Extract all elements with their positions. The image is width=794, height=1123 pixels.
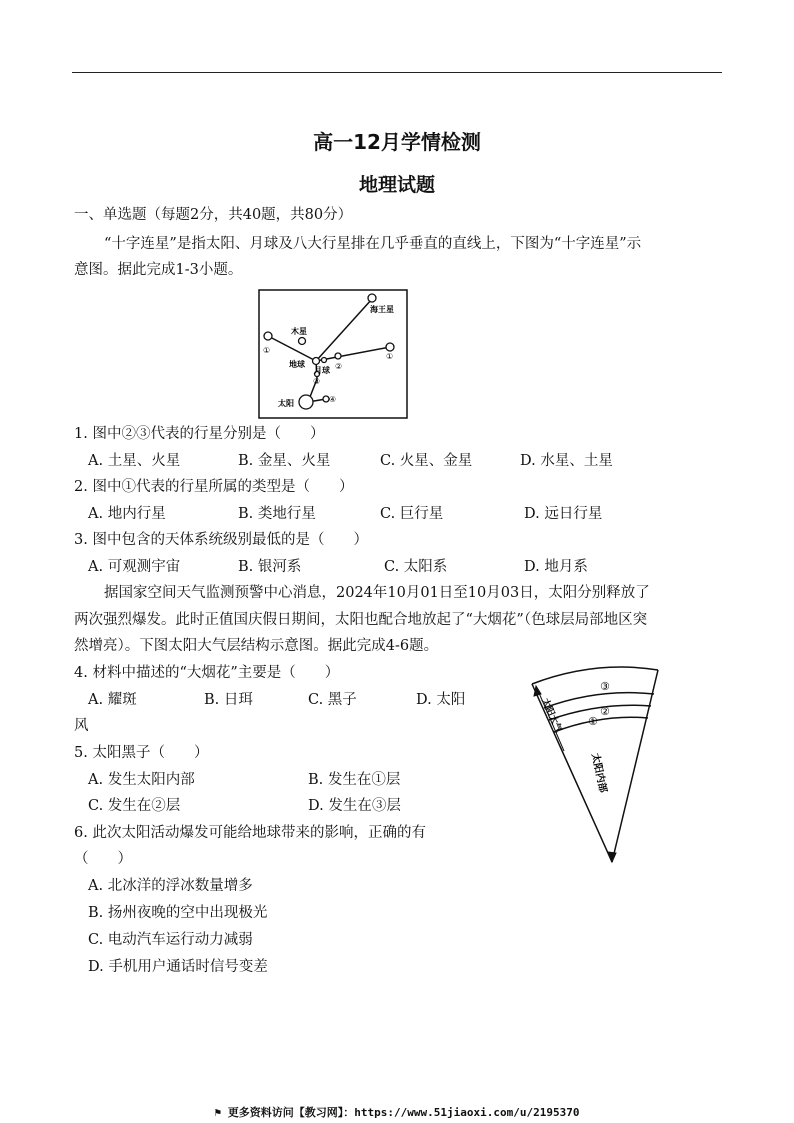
q6-option-c: C. 电动汽车运行动力减弱 xyxy=(88,932,253,948)
solar-interior-label: 太阳内部 xyxy=(589,752,609,794)
intro1-line2: 意图。据此完成1-3小题。 xyxy=(74,262,243,278)
q5-option-d: D. 发生在③层 xyxy=(308,798,401,814)
layer-3-label: ③ xyxy=(600,680,610,693)
jupiter-label: 木星 xyxy=(291,327,307,336)
layer-1-label: ① xyxy=(588,715,598,728)
intro2-line3: 然增亮）。下图太阳大气层结构示意图。据此完成4-6题。 xyxy=(74,638,439,654)
q5-option-b: B. 发生在①层 xyxy=(308,772,401,788)
q3-option-c: C. 太阳系 xyxy=(384,559,448,575)
flag-icon: ⚑ xyxy=(214,1106,228,1119)
marker-2: ② xyxy=(335,362,343,371)
cross-alignment-figure xyxy=(258,289,408,419)
intro2-line1: 据国家空间天气监测预警中心消息，2024年10月01日至10月03日，太阳分别释放了 xyxy=(104,585,650,601)
solar-atmosphere-label: 太阳大气 xyxy=(539,697,564,735)
q2-option-d: D. 远日行星 xyxy=(524,506,603,522)
header-rule xyxy=(72,72,722,73)
page-title: 高一12月学情检测 xyxy=(313,130,481,154)
q2-option-a: A. 地内行星 xyxy=(88,506,166,522)
q5-stem: 5. 太阳黑子（ ） xyxy=(74,745,209,761)
sun-label: 太阳 xyxy=(278,399,294,408)
q2-option-b: B. 类地行星 xyxy=(238,506,316,522)
marker-1-left: ① xyxy=(263,346,271,355)
footer-text: 更多资料访问【教习网】：https://www.51jiaoxi.com/u/2195370 xyxy=(227,1106,580,1119)
q3-option-d: D. 地月系 xyxy=(524,559,588,575)
marker-1-right: ① xyxy=(386,352,394,361)
q6-stem: 6. 此次太阳活动爆发可能给地球带来的影响，正确的有 xyxy=(74,825,426,841)
page-subtitle: 地理试题 xyxy=(358,174,435,196)
neptune-label: 海王星 xyxy=(370,305,394,314)
q4-stem: 4. 材料中描述的“大烟花”主要是（ ） xyxy=(74,665,340,681)
marker-3: ③ xyxy=(313,377,321,386)
earth-label: 地球 xyxy=(289,360,305,369)
q2-option-c: C. 巨行星 xyxy=(380,506,444,522)
q1-option-c: C. 火星、金星 xyxy=(380,453,473,469)
q6-option-d: D. 手机用户通话时信号变差 xyxy=(88,959,268,975)
q1-option-a: A. 土星、火星 xyxy=(88,453,181,469)
q6-option-a: A. 北冰洋的浮冰数量增多 xyxy=(88,878,253,894)
solar-atmosphere-figure xyxy=(520,662,670,872)
q2-stem: 2. 图中①代表的行星所属的类型是（ ） xyxy=(74,479,354,495)
q4-option-d-wrap: 风 xyxy=(74,718,89,734)
q4-option-c: C. 黑子 xyxy=(308,692,357,708)
q5-option-a: A. 发生太阳内部 xyxy=(88,772,195,788)
intro2-line2: 两次强烈爆发。此时正值国庆假日期间，太阳也配合地放起了“大烟花”（色球层局部地区突 xyxy=(74,612,648,628)
q1-stem: 1. 图中②③代表的行星分别是（ ） xyxy=(74,426,325,442)
q3-option-a: A. 可观测宇宙 xyxy=(88,559,181,575)
q4-option-b: B. 日珥 xyxy=(204,692,253,708)
layer-2-label: ② xyxy=(600,705,610,718)
q4-option-a: A. 耀斑 xyxy=(88,692,137,708)
q4-option-d: D. 太阳 xyxy=(416,692,466,708)
footer-link[interactable] xyxy=(0,1104,794,1120)
moon-label: 月球 xyxy=(314,366,330,375)
q3-option-b: B. 银河系 xyxy=(238,559,302,575)
q1-option-d: D. 水星、土星 xyxy=(520,453,613,469)
section-heading: 一、单选题（每题2分，共40题，共80分） xyxy=(74,207,353,223)
q3-stem: 3. 图中包含的天体系统级别最低的是（ ） xyxy=(74,532,368,548)
q6-stem-wrap: （ ） xyxy=(74,851,132,867)
q1-option-b: B. 金星、火星 xyxy=(238,453,331,469)
q6-option-b: B. 扬州夜晚的空中出现极光 xyxy=(88,905,268,921)
q5-option-c: C. 发生在②层 xyxy=(88,798,181,814)
intro1-line1: “十字连星”是指太阳、月球及八大行星排在几乎垂直的直线上，下图为“十字连星”示 xyxy=(104,236,642,252)
marker-4: ④ xyxy=(329,395,337,404)
